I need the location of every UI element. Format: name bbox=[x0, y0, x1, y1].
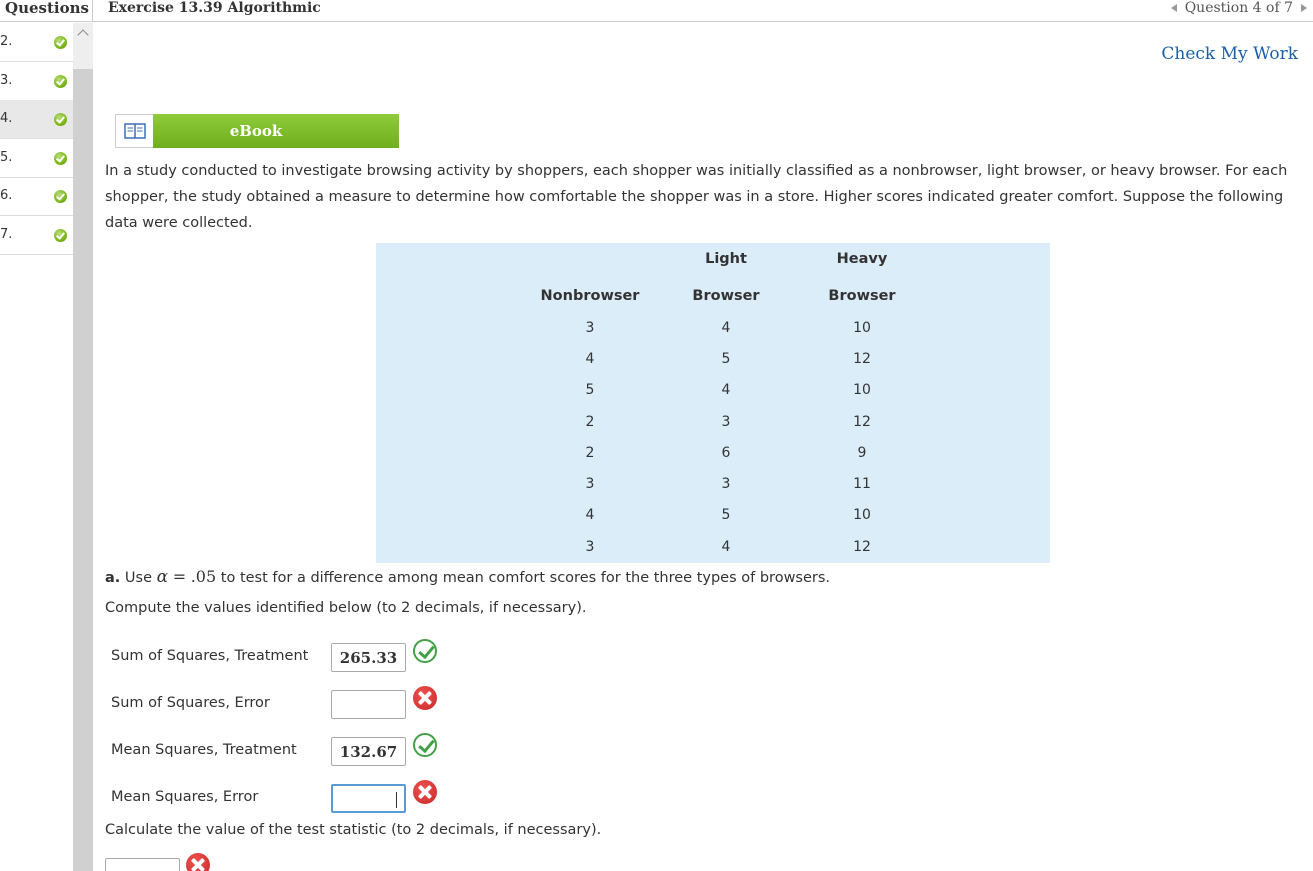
table-cell: 12 bbox=[853, 351, 871, 367]
table-cell: 3 bbox=[721, 476, 731, 492]
table-cell: 12 bbox=[853, 539, 871, 555]
sidebar-item-question-7[interactable] bbox=[0, 216, 73, 255]
table-cell: 12 bbox=[853, 414, 871, 430]
test-statistic-input[interactable] bbox=[105, 858, 180, 871]
answered-check-icon bbox=[54, 75, 67, 88]
part-a-label: a. bbox=[105, 570, 121, 586]
correct-check-icon bbox=[413, 733, 437, 757]
test-statistic-instruction: Calculate the value of the test statistic (to 2 decimals, if necessary). bbox=[105, 822, 602, 838]
sidebar-item-question-2[interactable] bbox=[0, 23, 73, 62]
table-cell: 4 bbox=[721, 539, 731, 555]
sidebar-item-question-3[interactable] bbox=[0, 62, 73, 101]
field-label-ss-error: Sum of Squares, Error bbox=[111, 695, 270, 711]
table-cell: 3 bbox=[585, 476, 595, 492]
table-cell: 3 bbox=[721, 414, 731, 430]
question-number: 4. bbox=[0, 111, 13, 126]
ss-treatment-input[interactable]: 265.33 bbox=[331, 643, 406, 672]
equals-sign: = bbox=[172, 567, 187, 586]
ms-error-input[interactable] bbox=[331, 784, 406, 813]
top-bar bbox=[0, 0, 1313, 22]
check-my-work-link[interactable]: Check My Work bbox=[1161, 44, 1298, 64]
part-a-question bbox=[105, 567, 830, 587]
table-cell: 10 bbox=[853, 320, 871, 336]
sidebar-item-question-6[interactable] bbox=[0, 177, 73, 216]
part-a-pre: Use bbox=[124, 570, 152, 586]
incorrect-x-icon bbox=[186, 853, 210, 871]
incorrect-x-icon bbox=[413, 780, 437, 804]
part-a-post: to test for a difference among mean comfort scores for the three types of browsers. bbox=[220, 570, 831, 586]
table-cell: 11 bbox=[853, 476, 871, 492]
table-header-heavy: Heavy bbox=[836, 251, 888, 267]
exercise-title: Exercise 13.39 Algorithmic bbox=[108, 0, 321, 16]
question-number: 6. bbox=[0, 188, 13, 203]
table-cell: 3 bbox=[585, 320, 595, 336]
question-number: 3. bbox=[0, 73, 13, 88]
table-cell: 10 bbox=[853, 507, 871, 523]
question-sidebar bbox=[0, 23, 73, 871]
answered-check-icon bbox=[54, 190, 67, 203]
answered-check-icon bbox=[54, 152, 67, 165]
question-position: Question 4 of 7 bbox=[1184, 0, 1293, 16]
table-header-browser-light: Browser bbox=[692, 288, 760, 304]
scroll-up-icon[interactable] bbox=[77, 29, 88, 40]
incorrect-x-icon bbox=[413, 686, 437, 710]
field-label-ss-treatment: Sum of Squares, Treatment bbox=[111, 648, 309, 664]
question-nav bbox=[1171, 0, 1307, 16]
ms-treatment-input[interactable]: 132.67 bbox=[331, 737, 406, 766]
table-cell: 2 bbox=[585, 414, 595, 430]
question-number: 5. bbox=[0, 150, 13, 165]
data-table bbox=[376, 243, 1050, 563]
sidebar-scrollbar[interactable] bbox=[73, 23, 93, 871]
text-caret bbox=[396, 792, 397, 808]
book-icon bbox=[124, 122, 146, 140]
alpha-symbol: α bbox=[156, 567, 169, 587]
table-cell: 5 bbox=[721, 351, 731, 367]
field-label-ms-error: Mean Squares, Error bbox=[111, 789, 259, 805]
ebook-button[interactable] bbox=[115, 114, 399, 148]
answered-check-icon bbox=[54, 229, 67, 242]
question-number: 7. bbox=[0, 227, 13, 242]
table-cell: 4 bbox=[721, 320, 731, 336]
questions-header: Questions bbox=[0, 0, 93, 22]
table-cell: 10 bbox=[853, 382, 871, 398]
ss-error-input[interactable] bbox=[331, 690, 406, 719]
table-cell: 4 bbox=[585, 351, 595, 367]
table-header-browser-heavy: Browser bbox=[828, 288, 896, 304]
table-cell: 6 bbox=[721, 445, 731, 461]
question-number: 2. bbox=[0, 34, 13, 49]
problem-statement: In a study conducted to investigate browsing activity by shoppers, each shopper was initially classified as a nonbrowser, light browser, or heavy browser. For each shopper, the study obtained a measure to determine how comfortable the shopper was in a store. Higher scores indicated greater comfort. Suppose the following data were collected. bbox=[105, 163, 1288, 231]
correct-check-icon bbox=[413, 639, 437, 663]
alpha-value: .05 bbox=[190, 567, 217, 586]
table-cell: 2 bbox=[585, 445, 595, 461]
table-cell: 3 bbox=[585, 539, 595, 555]
ebook-label: eBook bbox=[153, 114, 399, 148]
next-question-icon[interactable] bbox=[1301, 4, 1307, 12]
table-cell: 4 bbox=[721, 382, 731, 398]
table-cell: 9 bbox=[857, 445, 867, 461]
table-header-light: Light bbox=[705, 251, 747, 267]
field-label-ms-treatment: Mean Squares, Treatment bbox=[111, 742, 297, 758]
table-cell: 5 bbox=[721, 507, 731, 523]
table-header-nonbrowser: Nonbrowser bbox=[540, 288, 640, 304]
sidebar-item-question-4[interactable] bbox=[0, 100, 73, 139]
table-cell: 4 bbox=[585, 507, 595, 523]
ebook-icon-box bbox=[115, 114, 153, 148]
answered-check-icon bbox=[54, 36, 67, 49]
scrollbar-top bbox=[73, 23, 93, 69]
answered-check-icon bbox=[54, 113, 67, 126]
sidebar-item-question-5[interactable] bbox=[0, 139, 73, 178]
table-cell: 5 bbox=[585, 382, 595, 398]
compute-instruction: Compute the values identified below (to 2 decimals, if necessary). bbox=[105, 600, 587, 616]
previous-question-icon[interactable] bbox=[1171, 4, 1177, 12]
